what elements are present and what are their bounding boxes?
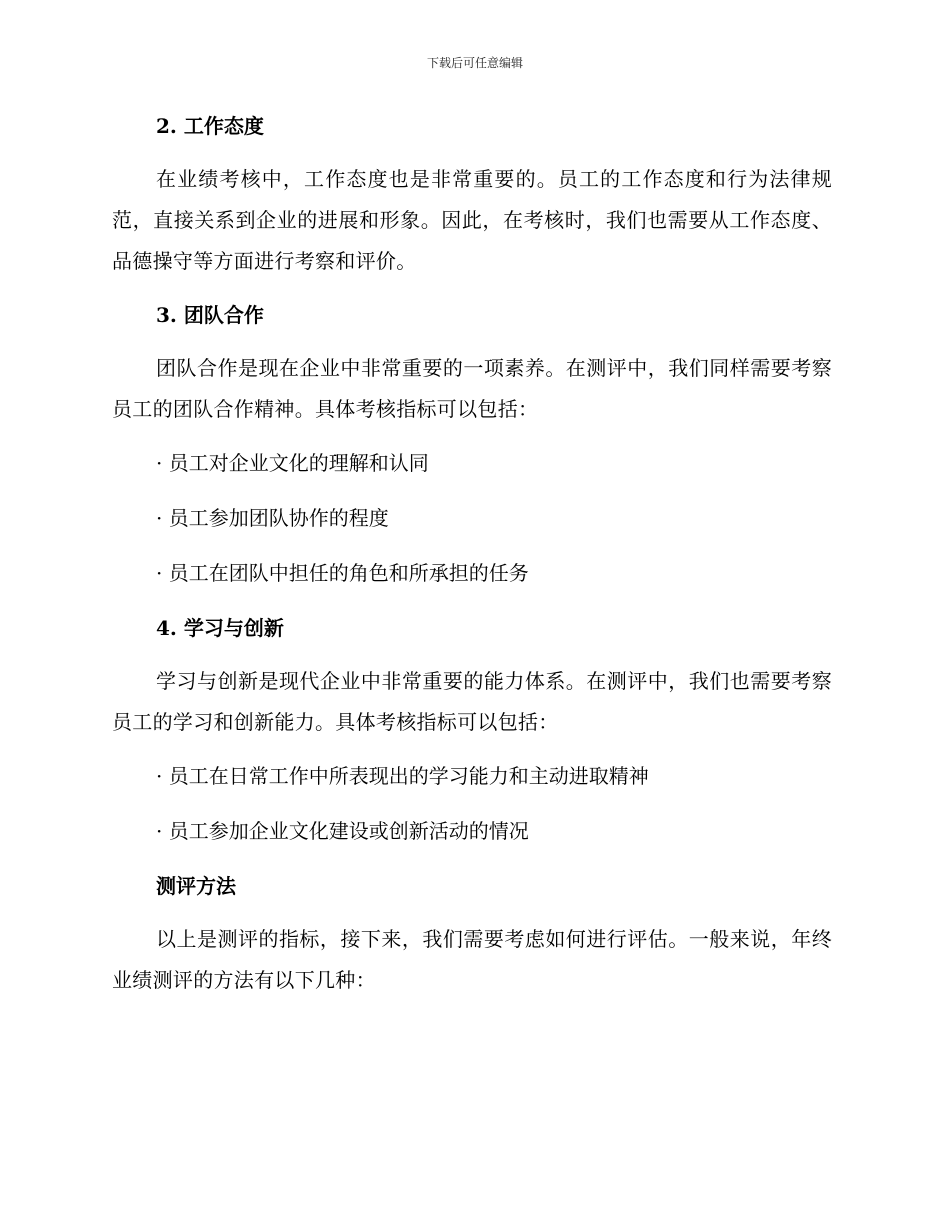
section-heading-methods: 测评方法 xyxy=(156,874,236,898)
header-note: 下载后可任意编辑 xyxy=(426,56,523,70)
paragraph-work-attitude: 在业绩考核中，工作态度也是非常重要的。员工的工作态度和行为法律规范，直接关系到企业的进展和形象。因此，在考核时，我们也需要从工作态度、品德操守等方面进行考察和评价。 xyxy=(112,167,832,273)
document-body xyxy=(112,108,832,1001)
bullet-item: · 员工在日常工作中所表现出的学习能力和主动进取精神 xyxy=(156,764,649,788)
bullet-item: · 员工参加团队协作的程度 xyxy=(156,506,389,530)
section-heading-teamwork: 3. 团队合作 xyxy=(156,303,264,327)
paragraph-learning: 学习与创新是现代企业中非常重要的能力体系。在测评中，我们也需要考察员工的学习和创新能力。具体考核指标可以包括： xyxy=(112,669,832,734)
bullet-item: · 员工对企业文化的理解和认同 xyxy=(156,451,429,475)
bullet-item: · 员工参加企业文化建设或创新活动的情况 xyxy=(156,819,529,843)
section-heading-learning: 4. 学习与创新 xyxy=(156,616,284,640)
bullet-item: · 员工在团队中担任的角色和所承担的任务 xyxy=(156,561,529,585)
paragraph-methods: 以上是测评的指标，接下来，我们需要考虑如何进行评估。一般来说，年终业绩测评的方法有以下几种： xyxy=(112,927,832,992)
section-heading-work-attitude: 2. 工作态度 xyxy=(156,114,264,138)
paragraph-teamwork: 团队合作是现在企业中非常重要的一项素养。在测评中，我们同样需要考察员工的团队合作精神。具体考核指标可以包括： xyxy=(112,356,832,421)
